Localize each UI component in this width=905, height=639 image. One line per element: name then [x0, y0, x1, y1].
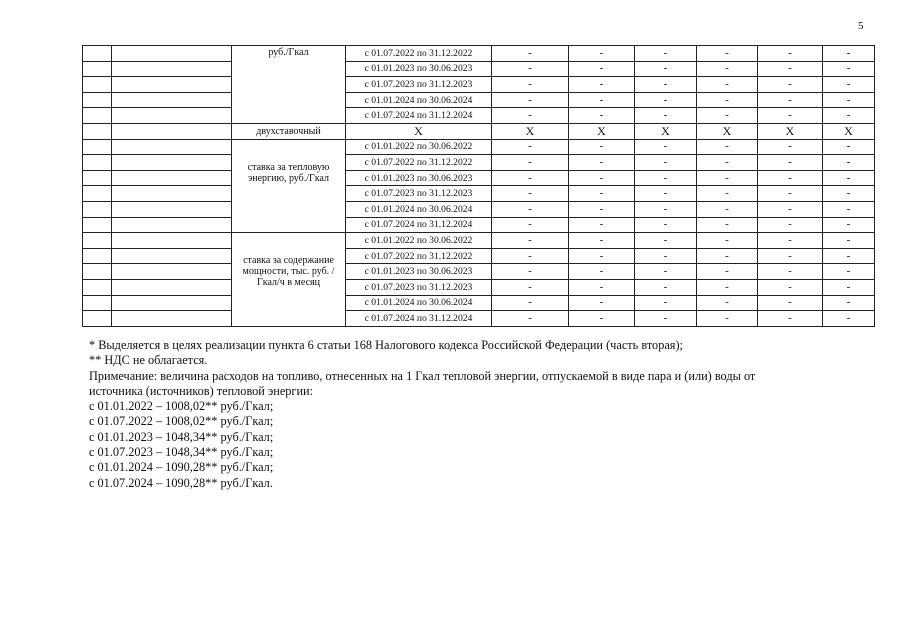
tariff-table — [82, 45, 875, 327]
organization-cell — [112, 108, 232, 124]
value-cell: - — [823, 155, 875, 171]
value-cell: - — [635, 139, 697, 155]
value-cell: - — [697, 279, 758, 295]
table-row — [83, 46, 875, 62]
value-cell: - — [697, 108, 758, 124]
value-cell: - — [697, 170, 758, 186]
value-cell: - — [697, 139, 758, 155]
value-cell: - — [697, 201, 758, 217]
row-number-cell — [83, 311, 112, 327]
value-cell: - — [635, 186, 697, 202]
table-row — [83, 186, 875, 202]
value-cell: - — [492, 233, 569, 249]
fuel-cost-list — [89, 399, 809, 491]
value-cell: - — [758, 170, 823, 186]
organization-cell — [112, 186, 232, 202]
value-cell: - — [635, 77, 697, 93]
value-cell: - — [823, 248, 875, 264]
value-cell: - — [569, 139, 635, 155]
organization-cell — [112, 92, 232, 108]
value-cell: - — [823, 279, 875, 295]
value-cell: - — [823, 139, 875, 155]
rate-type-label: ставка за тепловую энергию, руб./Гкал — [232, 139, 346, 233]
value-cell: - — [697, 295, 758, 311]
value-cell: - — [492, 170, 569, 186]
value-cell: - — [569, 264, 635, 280]
value-cell: - — [635, 295, 697, 311]
table-row — [83, 311, 875, 327]
value-cell: - — [823, 311, 875, 327]
row-number-cell — [83, 186, 112, 202]
value-cell: X — [823, 123, 875, 139]
value-cell: - — [492, 77, 569, 93]
value-cell: - — [823, 92, 875, 108]
fuel-cost-line: с 01.07.2024 – 1090,28** руб./Гкал. — [89, 475, 273, 490]
value-cell: - — [823, 264, 875, 280]
value-cell: - — [758, 311, 823, 327]
value-cell: - — [823, 46, 875, 62]
value-cell: - — [697, 233, 758, 249]
table-row-two-part — [83, 123, 875, 139]
organization-cell — [112, 248, 232, 264]
period-cell: с 01.01.2024 по 30.06.2024 — [346, 92, 492, 108]
period-cell: с 01.01.2024 по 30.06.2024 — [346, 295, 492, 311]
value-cell: X — [569, 123, 635, 139]
period-cell: с 01.01.2023 по 30.06.2023 — [346, 61, 492, 77]
period-cell: с 01.07.2024 по 31.12.2024 — [346, 108, 492, 124]
table-row — [83, 139, 875, 155]
value-cell: - — [758, 295, 823, 311]
value-cell: X — [492, 123, 569, 139]
value-cell: - — [823, 61, 875, 77]
row-number-cell — [83, 217, 112, 233]
table-row — [83, 233, 875, 249]
period-cell: с 01.07.2023 по 31.12.2023 — [346, 279, 492, 295]
value-cell: - — [697, 155, 758, 171]
table-row — [83, 217, 875, 233]
value-cell: - — [492, 155, 569, 171]
row-number-cell — [83, 92, 112, 108]
footnote-vat-allocation: * Выделяется в целях реализации пункта 6 статьи 168 Налогового кодекса Российской Федерации (часть вторая); — [89, 338, 683, 352]
period-cell: X — [346, 123, 492, 139]
value-cell: - — [569, 186, 635, 202]
row-number-cell — [83, 77, 112, 93]
value-cell: - — [823, 186, 875, 202]
page-number: 5 — [858, 20, 864, 32]
value-cell: - — [492, 311, 569, 327]
value-cell: - — [635, 264, 697, 280]
value-cell: - — [492, 61, 569, 77]
period-cell: с 01.01.2023 по 30.06.2023 — [346, 170, 492, 186]
value-cell: - — [635, 311, 697, 327]
value-cell: - — [758, 233, 823, 249]
value-cell: - — [758, 201, 823, 217]
value-cell: - — [569, 311, 635, 327]
table-row — [83, 295, 875, 311]
fuel-cost-line: с 01.07.2023 – 1048,34** руб./Гкал; — [89, 445, 274, 460]
value-cell: X — [758, 123, 823, 139]
value-cell: - — [697, 77, 758, 93]
value-cell: - — [758, 155, 823, 171]
row-number-cell — [83, 264, 112, 280]
organization-cell — [112, 233, 232, 249]
value-cell: - — [569, 217, 635, 233]
value-cell: - — [758, 77, 823, 93]
period-cell: с 01.07.2022 по 31.12.2022 — [346, 46, 492, 62]
value-cell: - — [569, 170, 635, 186]
value-cell: - — [635, 279, 697, 295]
row-number-cell — [83, 155, 112, 171]
value-cell: - — [569, 295, 635, 311]
value-cell: - — [823, 108, 875, 124]
row-number-cell — [83, 108, 112, 124]
value-cell: - — [492, 295, 569, 311]
organization-cell — [112, 311, 232, 327]
period-cell: с 01.07.2024 по 31.12.2024 — [346, 217, 492, 233]
organization-cell — [112, 155, 232, 171]
row-number-cell — [83, 46, 112, 62]
value-cell: - — [697, 186, 758, 202]
row-number-cell — [83, 170, 112, 186]
value-cell: - — [758, 46, 823, 62]
period-cell: с 01.01.2024 по 30.06.2024 — [346, 201, 492, 217]
value-cell: X — [697, 123, 758, 139]
table-row — [83, 108, 875, 124]
row-number-cell — [83, 279, 112, 295]
table-row — [83, 155, 875, 171]
row-number-cell — [83, 123, 112, 139]
value-cell: - — [492, 139, 569, 155]
value-cell: - — [697, 61, 758, 77]
value-cell: - — [758, 264, 823, 280]
value-cell: - — [758, 139, 823, 155]
organization-cell — [112, 61, 232, 77]
value-cell: - — [697, 264, 758, 280]
value-cell: - — [635, 170, 697, 186]
organization-cell — [112, 295, 232, 311]
value-cell: - — [635, 248, 697, 264]
value-cell: - — [758, 92, 823, 108]
value-cell: - — [569, 201, 635, 217]
value-cell: - — [569, 46, 635, 62]
value-cell: - — [492, 186, 569, 202]
value-cell: - — [492, 279, 569, 295]
value-cell: - — [697, 248, 758, 264]
value-cell: - — [823, 217, 875, 233]
table-row — [83, 279, 875, 295]
value-cell: - — [569, 61, 635, 77]
value-cell: - — [492, 248, 569, 264]
value-cell: - — [492, 264, 569, 280]
organization-cell — [112, 139, 232, 155]
row-number-cell — [83, 61, 112, 77]
table-row — [83, 170, 875, 186]
fuel-cost-line: с 01.01.2024 – 1090,28** руб./Гкал; — [89, 460, 274, 475]
value-cell: - — [697, 46, 758, 62]
organization-cell — [112, 77, 232, 93]
value-cell: X — [635, 123, 697, 139]
organization-cell — [112, 279, 232, 295]
table-row — [83, 77, 875, 93]
value-cell: - — [492, 217, 569, 233]
value-cell: - — [635, 46, 697, 62]
row-number-cell — [83, 295, 112, 311]
value-cell: - — [758, 186, 823, 202]
value-cell: - — [697, 92, 758, 108]
value-cell: - — [635, 217, 697, 233]
footnote-vat-exempt: ** НДС не облагается. — [89, 353, 208, 368]
value-cell: - — [758, 217, 823, 233]
organization-cell — [112, 46, 232, 62]
fuel-cost-remark: Примечание: величина расходов на топливо, отнесенных на 1 Гкал тепловой энергии, отпускаемой в виде пара и (или) воды от источника (источников) тепловой энергии: — [89, 368, 756, 398]
value-cell: - — [823, 77, 875, 93]
value-cell: - — [635, 155, 697, 171]
value-cell: - — [635, 233, 697, 249]
value-cell: - — [635, 108, 697, 124]
value-cell: - — [635, 92, 697, 108]
period-cell: с 01.07.2023 по 31.12.2023 — [346, 186, 492, 202]
organization-cell — [112, 170, 232, 186]
organization-cell — [112, 217, 232, 233]
row-number-cell — [83, 201, 112, 217]
organization-cell — [112, 201, 232, 217]
value-cell: - — [758, 108, 823, 124]
fuel-cost-line: с 01.01.2022 – 1008,02** руб./Гкал; — [89, 399, 274, 414]
notes-block — [89, 338, 809, 491]
value-cell: - — [569, 233, 635, 249]
value-cell: - — [569, 248, 635, 264]
period-cell: с 01.07.2023 по 31.12.2023 — [346, 77, 492, 93]
row-number-cell — [83, 233, 112, 249]
table-row — [83, 61, 875, 77]
organization-cell — [112, 123, 232, 139]
row-number-cell — [83, 248, 112, 264]
period-cell: с 01.01.2023 по 30.06.2023 — [346, 264, 492, 280]
value-cell: - — [823, 201, 875, 217]
value-cell: - — [569, 77, 635, 93]
period-cell: с 01.01.2022 по 30.06.2022 — [346, 233, 492, 249]
value-cell: - — [758, 61, 823, 77]
value-cell: - — [569, 92, 635, 108]
table-row — [83, 264, 875, 280]
value-cell: - — [635, 61, 697, 77]
value-cell: - — [492, 108, 569, 124]
row-number-cell — [83, 139, 112, 155]
fuel-cost-line: с 01.01.2023 – 1048,34** руб./Гкал; — [89, 429, 274, 444]
value-cell: - — [823, 295, 875, 311]
value-cell: - — [569, 155, 635, 171]
value-cell: - — [492, 201, 569, 217]
value-cell: - — [569, 279, 635, 295]
period-cell: с 01.01.2022 по 30.06.2022 — [346, 139, 492, 155]
value-cell: - — [635, 201, 697, 217]
value-cell: - — [758, 248, 823, 264]
value-cell: - — [569, 108, 635, 124]
value-cell: - — [823, 170, 875, 186]
table-row — [83, 201, 875, 217]
value-cell: - — [823, 233, 875, 249]
rate-type-label: ставка за содержание мощности, тыс. руб. /Гкал/ч в месяц — [232, 233, 346, 327]
rate-type-label: двухставочный — [232, 123, 346, 139]
organization-cell — [112, 264, 232, 280]
value-cell: - — [697, 311, 758, 327]
value-cell: - — [697, 217, 758, 233]
period-cell: с 01.07.2022 по 31.12.2022 — [346, 248, 492, 264]
value-cell: - — [492, 46, 569, 62]
table-row — [83, 92, 875, 108]
period-cell: с 01.07.2024 по 31.12.2024 — [346, 311, 492, 327]
rate-type-label: руб./Гкал — [232, 46, 346, 124]
fuel-cost-line: с 01.07.2022 – 1008,02** руб./Гкал; — [89, 414, 274, 429]
period-cell: с 01.07.2022 по 31.12.2022 — [346, 155, 492, 171]
value-cell: - — [758, 279, 823, 295]
table-row — [83, 248, 875, 264]
value-cell: - — [492, 92, 569, 108]
